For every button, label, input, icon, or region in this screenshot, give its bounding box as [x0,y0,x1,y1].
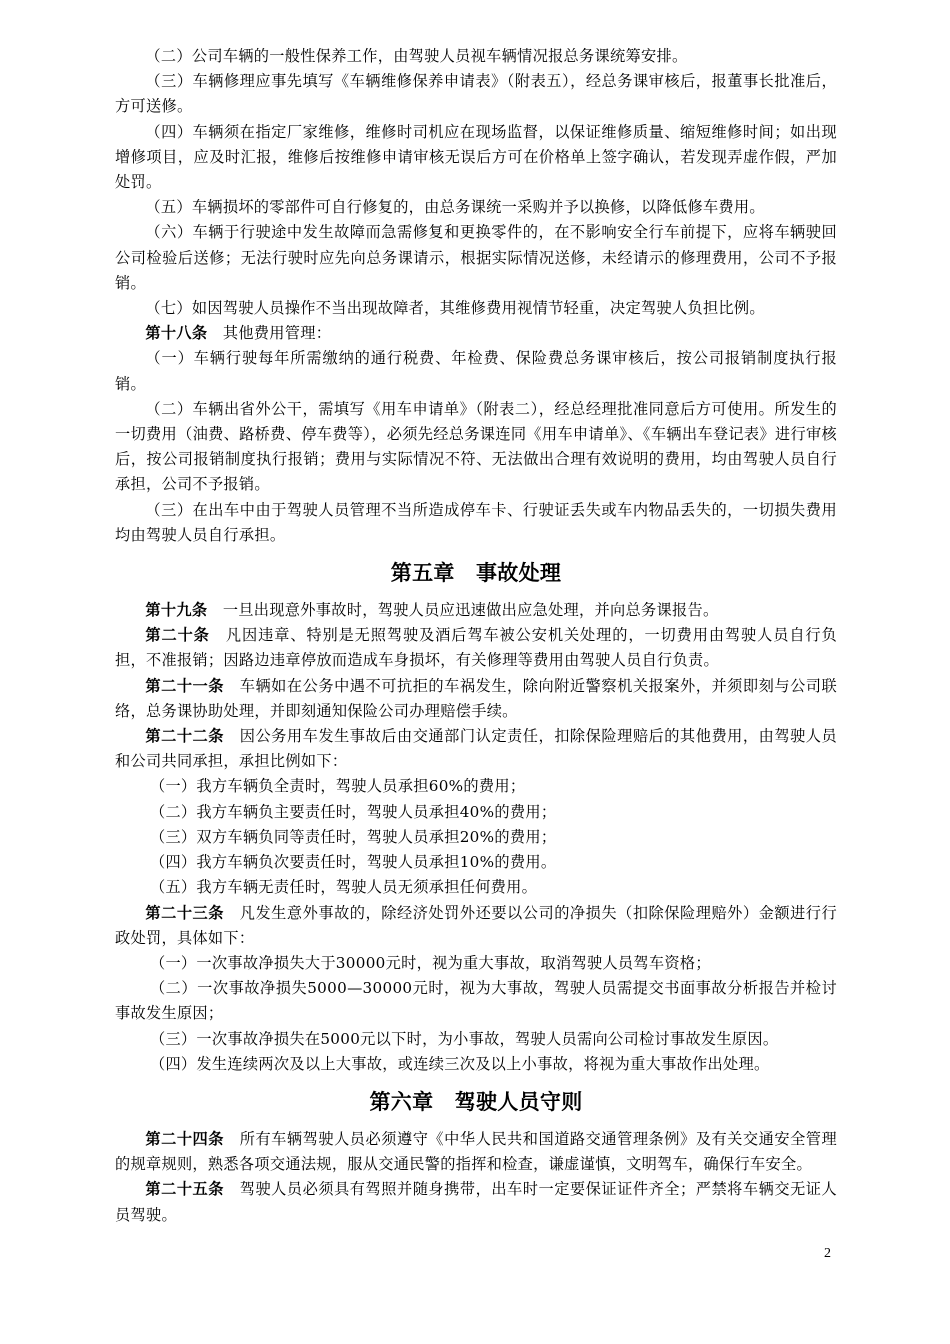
article-21 [115,674,837,724]
article-22-item-3: （三）双方车辆负同等责任时，驾驶人员承担20%的费用； [149,827,557,846]
article-23-label: 第二十三条 [145,903,225,922]
article-25-text: 驾驶人员必须具有驾照并随身携带，出车时一定要保证证件齐全；严禁将车辆交无证人员驾驶。 [115,1180,838,1224]
section4-item-4: （四）车辆须在指定厂家维修，维修时司机应在现场监督，以保证维修质量、缩短维修时间；如出现增修项目，应及时汇报，维修后按维修申请审核无误后方可在价格单上签字确认，若发现弄虚作假，严加处罚。 [115,122,837,192]
article-23 [115,901,837,951]
article-22-item-5: （五）我方车辆无责任时，驾驶人员无须承担任何费用。 [149,878,538,897]
section4-item-6: （六）车辆于行驶途中发生故障而急需修复和更换零件的，在不影响安全行车前提下，应将车辆驶回公司检验后送修；无法行驶时应先向总务课请示，根据实际情况送修，未经请示的修理费用，公司不予报销。 [115,223,837,292]
article-23-item-4: （四）发生连续两次及以上大事故，或连续三次及以上小事故，将视为重大事故作出处理。 [149,1054,770,1073]
article-20-text: 凡因违章、特别是无照驾驶及酒后驾车被公安机关处理的，一切费用由驾驶人员自行负担，不准报销；因路边违章停放而造成车身损坏，有关修理等费用由驾驶人员自行负责。 [115,626,838,670]
section4-item-5: （五）车辆损坏的零部件可自行修复的，由总务课统一采购并予以换修，以降低修车费用。 [145,198,765,217]
article-22-item-4: （四）我方车辆负次要责任时，驾驶人员承担10%的费用。 [149,853,557,872]
article-18-label: 第十八条 [145,324,208,343]
chapter-6-title: 第六章 驾驶人员守则 [369,1089,583,1114]
article-23-item-1: （一）一次事故净损失大于30000元时，视为重大事故，取消驾驶人员驾车资格； [149,953,711,972]
article-25 [115,1177,837,1227]
page-number: 2 [824,1246,831,1261]
article-22-text: 因公务用车发生事故后由交通部门认定责任，扣除保险理赔后的其他费用，由驾驶人员和公司共同承担，承担比例如下： [115,727,838,771]
article-18-item-2: （二）车辆出省外公干，需填写《用车申请单》（附表二），经总经理批准同意后方可使用。所发生的一切费用（油费、路桥费、停车费等），必须先经总务课连同《用车申请单》、《车辆出车登记表》进行审核后，按公司报销制度执行报销；费用与实际情况不符、无法做出合理有效说明的费用，均由驾驶人员自行承担，公司不予报销。 [115,399,837,494]
article-22 [115,724,837,774]
article-24-text: 所有车辆驾驶人员必须遵守《中华人民共和国道路交通管理条例》及有关交通安全管理的规章规则，熟悉各项交通法规，服从交通民警的指挥和检查，谦虚谨慎，文明驾车，确保行车安全。 [115,1129,838,1174]
article-25-label: 第二十五条 [145,1180,225,1199]
article-22-label: 第二十二条 [145,727,225,746]
article-20-label: 第二十条 [145,626,210,645]
article-19-label: 第十九条 [145,601,208,620]
chapter-5-title: 第五章 事故处理 [390,561,562,586]
section4-item-3: （三）车辆修理应事先填写《车辆维修保养申请表》（附表五），经总务课审核后，报董事长批准后，方可送修。 [115,72,837,116]
article-23-item-2: （二）一次事故净损失5000—30000元时，视为大事故，驾驶人员需提交书面事故分析报告并检讨事故发生原因； [115,979,837,1023]
article-20 [115,623,837,673]
article-18-item-1: （一）车辆行驶每年所需缴纳的通行税费、年检费、保险费总务课审核后，按公司报销制度执行报销。 [115,349,837,393]
article-18-item-3: （三）在出车中由于驾驶人员管理不当所造成停车卡、行驶证丢失或车内物品丢失的，一切损失费用均由驾驶人员自行承担。 [115,500,837,544]
article-24-label: 第二十四条 [145,1129,225,1148]
article-23-item-3: （三）一次事故净损失在5000元以下时，为小事故，驾驶人员需向公司检讨事故发生原因。 [149,1029,779,1048]
article-24 [115,1127,837,1177]
article-23-text: 凡发生意外事故的，除经济处罚外还要以公司的净损失（扣除保险理赔外）金额进行行政处罚，具体如下： [115,903,838,947]
article-18-text: 其他费用管理： [207,324,332,343]
document-body [115,44,837,1228]
article-22-item-1: （一）我方车辆负全责时，驾驶人员承担60%的费用； [149,777,526,796]
article-18 [115,321,837,346]
section4-item-2: （二）公司车辆的一般性保养工作，由驾驶人员视车辆情况报总务课统筹安排。 [145,47,688,65]
section4-item-7: （七）如因驾驶人员操作不当出现故障者，其维修费用视情节轻重，决定驾驶人负担比例。 [145,299,765,318]
article-19 [115,598,837,623]
article-21-label: 第二十一条 [145,676,225,695]
article-21-text: 车辆如在公务中遇不可抗拒的车祸发生，除向附近警察机关报案外，并须即刻与公司联络，总务课协助处理，并即刻通知保险公司办理赔偿手续。 [115,676,838,720]
article-22-item-2: （二）我方车辆负主要责任时，驾驶人员承担40%的费用； [149,802,557,821]
article-19-text: 一旦出现意外事故时，驾驶人员应迅速做出应急处理，并向总务课报告。 [207,601,719,620]
